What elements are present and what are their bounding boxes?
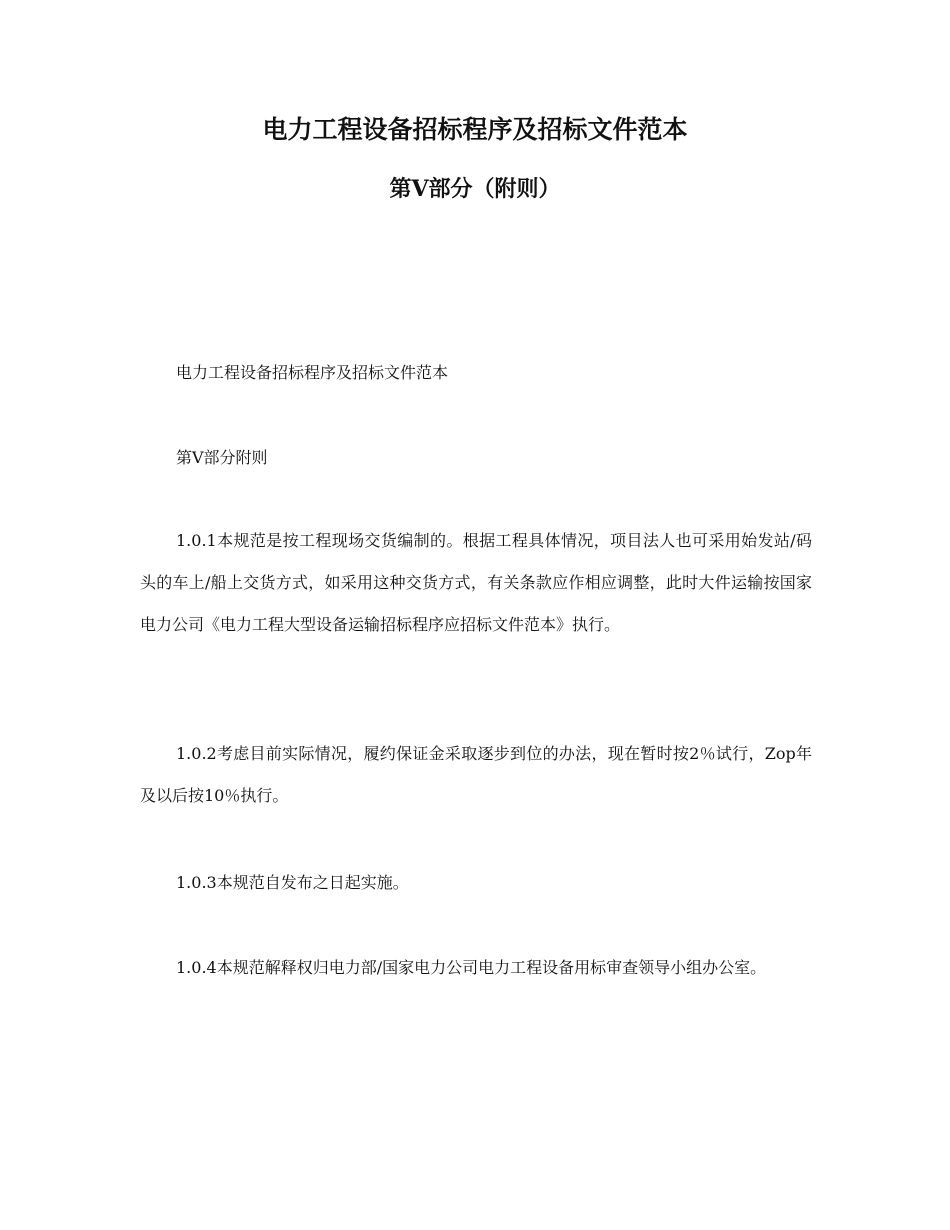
body-heading-title: 电力工程设备招标程序及招标文件范本 [176,363,449,382]
clause-1-0-4: 1.0.4本规范解释权归电力部/国家电力公司电力工程设备用标审查领导小组办公室。 [176,958,767,977]
clause-1-0-2: 1.0.2考虑目前实际情况，履约保证金采取逐步到位的办法，现在暂时按2％试行，Zop年及以后按10％执行。 [140,744,812,805]
document-subtitle: 第Ⅴ部分（附则） [389,176,561,202]
clause-1-0-1: 1.0.1本规范是按工程现场交货编制的。根据工程具体情况，项目法人也可采用始发站/码头的车上/船上交货方式，如采用这种交货方式，有关条款应作相应调整，此时大件运输按国家电力公司《电力工程大型设备运输招标程序应招标文件范本》执行。 [140,531,812,634]
document-title: 电力工程设备招标程序及招标文件范本 [262,115,688,144]
clause-1-0-3: 1.0.3本规范自发布之日起实施。 [176,873,409,892]
body-heading-part: 第Ⅴ部分附则 [176,448,268,467]
